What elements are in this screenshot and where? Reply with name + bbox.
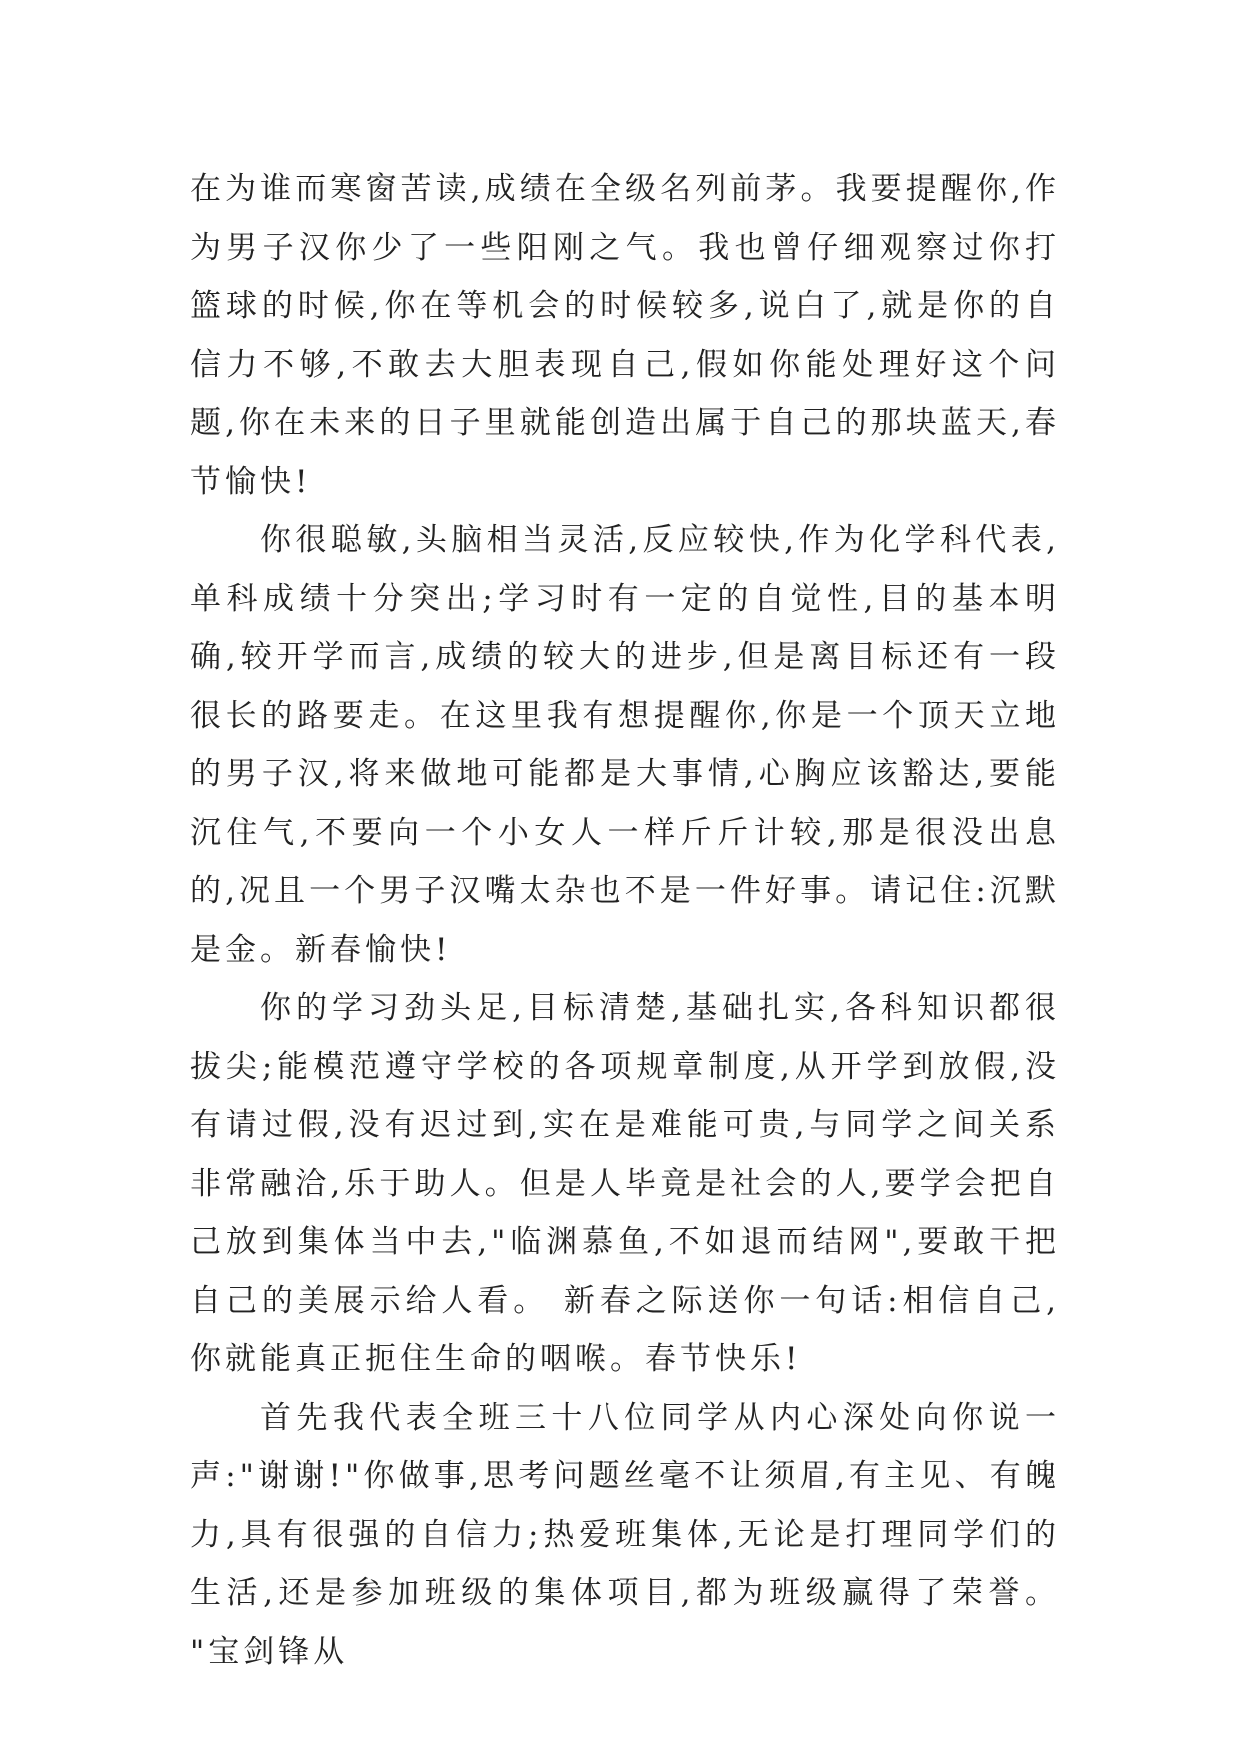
paragraph-3: 你的学习劲头足,目标清楚,基础扎实,各科知识都很拔尖;能模范遵守学校的各项规章制度,从开学到放假,没有请过假,没有迟过到,实在是难能可贵,与同学之间关系非常融洽,乐于助人。但是人毕竟是社会的人,要学会把自己放到集体当中去,"临渊慕鱼,不如退而结网",要敢干把自己的美展示给人看。 新春之际送你一句话:相信自己,你就能真正扼住生命的咽喉。春节快乐!: [190, 990, 1060, 1377]
document-body: [190, 160, 1060, 1681]
paragraph-1: 在为谁而寒窗苦读,成绩在全级名列前茅。我要提醒你,作为男子汉你少了一些阳刚之气。我也曾仔细观察过你打篮球的时候,你在等机会的时候较多,说白了,就是你的自信力不够,不敢去大胆表现自己,假如你能处理好这个问题,你在未来的日子里就能创造出属于自己的那块蓝天,春节愉快!: [190, 171, 1060, 500]
paragraph-4: 首先我代表全班三十八位同学从内心深处向你说一声:"谢谢!"你做事,思考问题丝毫不让须眉,有主见、有魄力,具有很强的自信力;热爱班集体,无论是打理同学们的生活,还是参加班级的集体项目,都为班级赢得了荣誉。 "宝剑锋从: [190, 1399, 1060, 1670]
paragraph-2: 你很聪敏,头脑相当灵活,反应较快,作为化学科代表,单科成绩十分突出;学习时有一定的自觉性,目的基本明确,较开学而言,成绩的较大的进步,但是离目标还有一段很长的路要走。在这里我有想提醒你,你是一个顶天立地的男子汉,将来做地可能都是大事情,心胸应该豁达,要能沉住气,不要向一个小女人一样斤斤计较,那是很没出息的,况且一个男子汉嘴太杂也不是一件好事。请记住:沉默是金。新春愉快!: [190, 522, 1060, 968]
